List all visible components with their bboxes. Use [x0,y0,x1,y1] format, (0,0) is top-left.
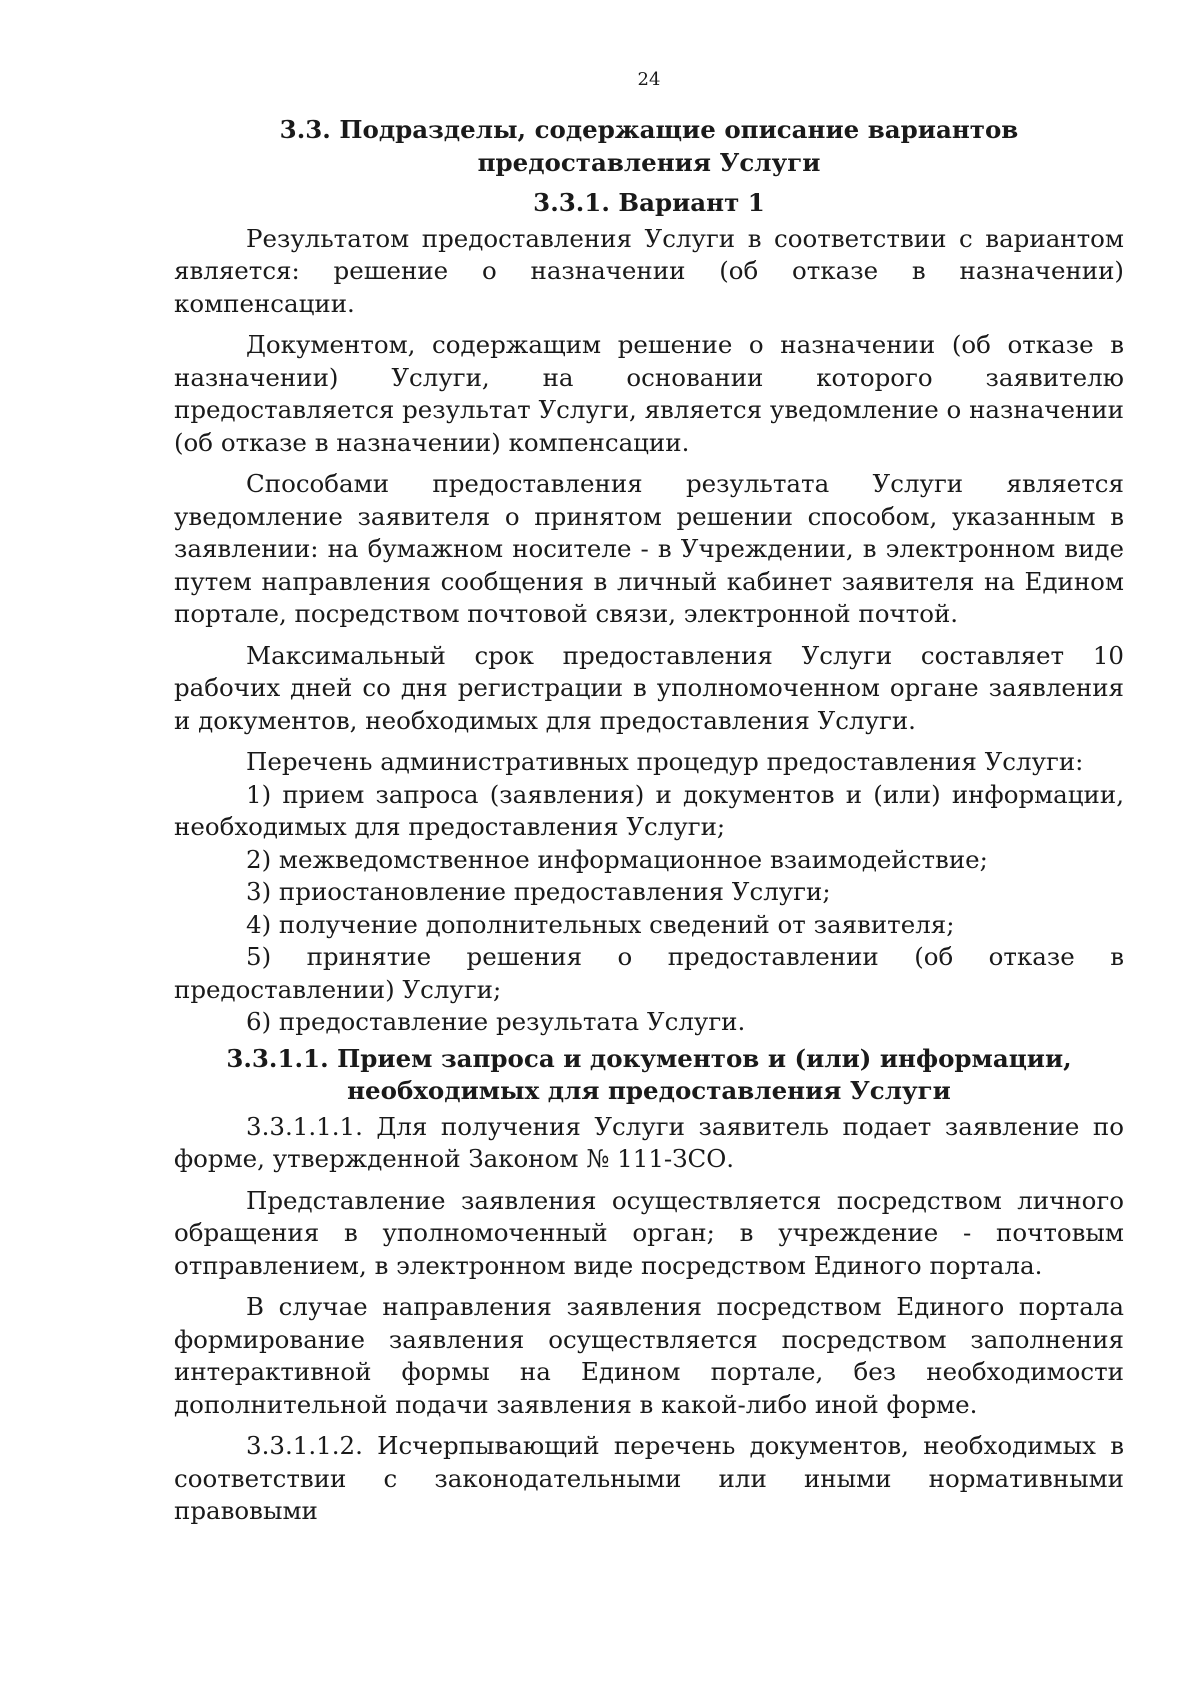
page-number: 24 [637,69,661,90]
sub-subsection-heading: 3.3.1.1. Прием запроса и документов и (или) информации, необходимых для предоставления Услуги [226,1043,1072,1105]
procedures-intro: Перечень административных процедур предоставления Услуги: [246,747,1084,776]
section-heading: 3.3. Подразделы, содержащие описание вариантов предоставления Услуги [279,115,1019,177]
paragraph-portal: В случае направления заявления посредством Единого портала формирование заявления осуществляется посредством заполнения интерактивной формы на Едином портале, без необходимости дополнительной подачи заявления в какой-либо иной форме. [174,1292,1124,1419]
paragraph-documents-list: 3.3.1.1.2. Исчерпывающий перечень документов, необходимых в соответствии с законодательными или иными нормативными правовыми [174,1431,1124,1525]
paragraph-application-form: 3.3.1.1.1. Для получения Услуги заявитель подает заявление по форме, утвержденной Законом № 111-ЗСО. [174,1111,1124,1173]
subsection-heading: 3.3.1. Вариант 1 [533,188,765,217]
procedure-item-5: 5) принятие решения о предоставлении (об отказе в предоставлении) Услуги; [174,942,1124,1004]
procedure-item-4: 4) получение дополнительных сведений от заявителя; [246,909,955,939]
procedure-item-6: 6) предоставление результата Услуги. [246,1007,746,1036]
paragraph-max-term: Максимальный срок предоставления Услуги составляет 10 рабочих дней со дня регистрации в уполномоченном органе заявления и документов, необходимых для предоставления Услуги. [174,640,1124,735]
paragraph-methods: Способами предоставления результата Услуги является уведомление заявителя о принятом решении способом, указанным в заявлении: на бумажном носителе - в Учреждении, в электронном виде путем направления сообщения в личный кабинет заявителя на Едином портале, посредством почтовой связи, электронной почтой. [174,469,1124,628]
paragraph-result: Результатом предоставления Услуги в соответствии с вариантом является: решение о назначении (об отказе в назначении) компенсации. [174,223,1124,318]
procedure-item-2: 2) межведомственное информационное взаимодействие; [246,844,988,874]
paragraph-submission: Представление заявления осуществляется посредством личного обращения в уполномоченный орган; в учреждение - почтовым отправлением, в электронном виде посредством Единого портала. [174,1185,1124,1280]
procedure-item-1: 1) прием запроса (заявления) и документов и (или) информации, необходимых для предоставления Услуги; [174,779,1124,841]
procedure-item-3: 3) приостановление предоставления Услуги; [246,877,831,906]
paragraph-document: Документом, содержащим решение о назначении (об отказе в назначении) Услуги, на основании которого заявителю предоставляется результат Услуги, является уведомление о назначении (об отказе в назначении) компенсации. [174,330,1124,457]
document-page [174,68,1124,1528]
